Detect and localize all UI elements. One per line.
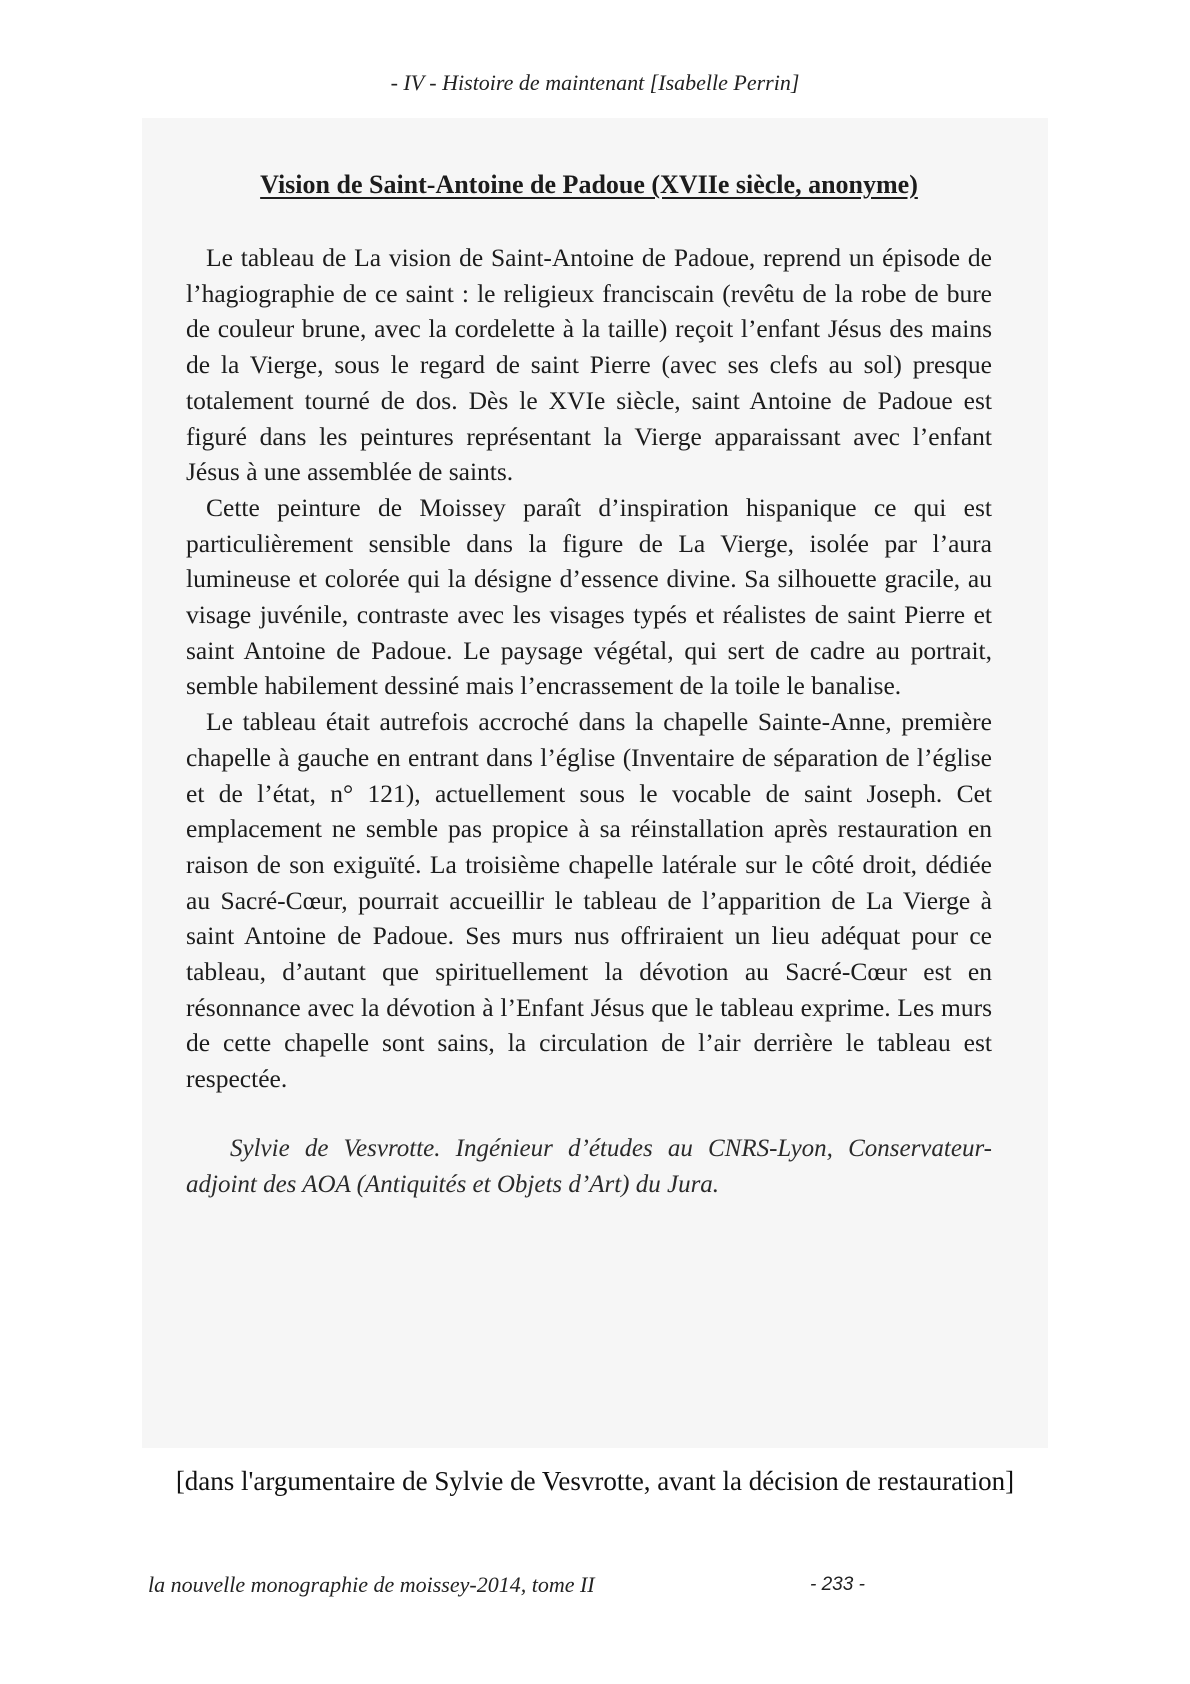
paragraph-1: Le tableau de La vision de Saint-Antoine de Padoue, reprend un épisode de l’hagiographie de ce saint : le religieux franciscain (revêtu de la robe de bure de couleur brune, avec la cordelette à la taille) reçoit l’enfant Jésus des mains de la Vierge, sous le regard de saint Pierre (avec ses clefs au sol) presque totalement tourné de dos. Dès le XVIe siècle, saint Antoine de Padoue est figuré dans les peintures représentant la Vierge apparaissant avec l’enfant Jésus à une assemblée de saints. <box>186 243 992 487</box>
footer-publication: la nouvelle monographie de moissey-2014, tome II <box>148 1572 595 1597</box>
footer-page-number: - 233 - <box>810 1574 865 1595</box>
paragraph-2: Cette peinture de Moissey paraît d’inspiration hispanique ce qui est particulièrement sensible dans la figure de La Vierge, isolée par l’aura lumineuse et colorée qui la désigne d’essence divine. Sa silhouette gracile, au visage juvénile, contraste avec les visages typés et réalistes de saint Pierre et saint Antoine de Padoue. Le paysage végétal, qui sert de cadre au portrait, semble habilement dessiné mais l’encrassement de la toile le banalise. <box>186 492 992 701</box>
article-title: Vision de Saint-Antoine de Padoue (XVIIe siècle, anonyme) <box>260 170 918 199</box>
running-header: - IV - Histoire de maintenant [Isabelle Perrin] <box>390 70 800 95</box>
scanned-excerpt <box>142 118 1048 1448</box>
author-signature: Sylvie de Vesvrotte. Ingénieur d’études au CNRS-Lyon, Conservateur-adjoint des AOA (Antiquités et Objets d’Art) du Jura. <box>186 1134 992 1198</box>
paragraph-3: Le tableau était autrefois accroché dans la chapelle Sainte-Anne, première chapelle à gauche en entrant dans l’église (Inventaire de séparation de l’église et de l’état, n° 121), actuellement sous le vocable de saint Joseph. Cet emplacement ne semble pas propice à sa réinstallation après restauration en raison de son exiguïté. La troisième chapelle latérale sur le côté droit, dédiée au Sacré-Cœur, pourrait accueillir le tableau de l’apparition de La Vierge à saint Antoine de Padoue. Ses murs nus offriraient un lieu adéquat pour ce tableau, d’autant que spirituellement la dévotion au Sacré-Cœur est en résonnance avec la dévotion à l’Enfant Jésus que le tableau exprime. Les murs de cette chapelle sont sains, la circulation de l’air derrière le tableau est respectée. <box>186 707 992 1094</box>
source-caption: [dans l'argumentaire de Sylvie de Vesvrotte, avant la décision de restauration] <box>175 1466 1015 1496</box>
